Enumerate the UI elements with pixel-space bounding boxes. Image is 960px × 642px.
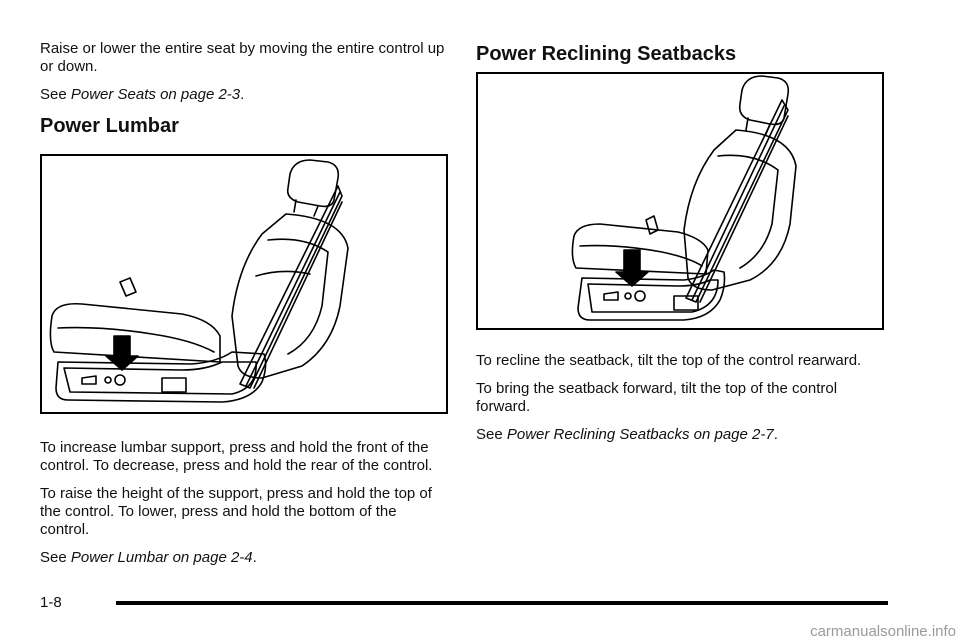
see-power-reclining-seatbacks: See Power Reclining Seatbacks on page 2-7. — [476, 426, 778, 443]
ref-power-reclining-seatbacks: Power Reclining Seatbacks on page 2-7 — [506, 426, 774, 443]
watermark: carmanualsonline.info — [810, 623, 956, 640]
heading-power-lumbar: Power Lumbar — [40, 115, 179, 137]
recline-paragraph-1: To recline the seatback, tilt the top of the control rearward. — [476, 352, 862, 369]
left-column — [40, 40, 446, 577]
heading-power-reclining-seatbacks: Power Reclining Seatbacks — [476, 43, 737, 65]
ref-power-seats: Power Seats on page 2-3 — [70, 86, 241, 103]
power-reclining-seat-illustration — [478, 74, 882, 328]
intro-paragraph: Raise or lower the entire seat by moving the entire control up or down. — [40, 40, 445, 75]
lumbar-paragraph-2: To raise the height of the support, press and hold the top of the control. To lower, press and hold the bottom of the control. — [40, 485, 432, 538]
see-power-lumbar: See Power Lumbar on page 2-4. — [40, 549, 257, 566]
see-power-seats: See Power Seats on page 2-3. — [40, 86, 245, 103]
ref-power-lumbar: Power Lumbar on page 2-4 — [70, 549, 253, 566]
power-lumbar-seat-illustration — [42, 156, 446, 412]
lumbar-paragraph-1: To increase lumbar support, press and hold the front of the control. To decrease, press and hold the rear of the control. — [40, 439, 433, 474]
footer-rule — [116, 601, 888, 605]
right-column — [476, 42, 882, 454]
power-lumbar-figure — [40, 154, 448, 414]
power-reclining-figure — [476, 72, 884, 330]
recline-paragraph-2: To bring the seatback forward, tilt the top of the control forward. — [476, 380, 838, 415]
page-number: 1-8 — [40, 594, 62, 611]
